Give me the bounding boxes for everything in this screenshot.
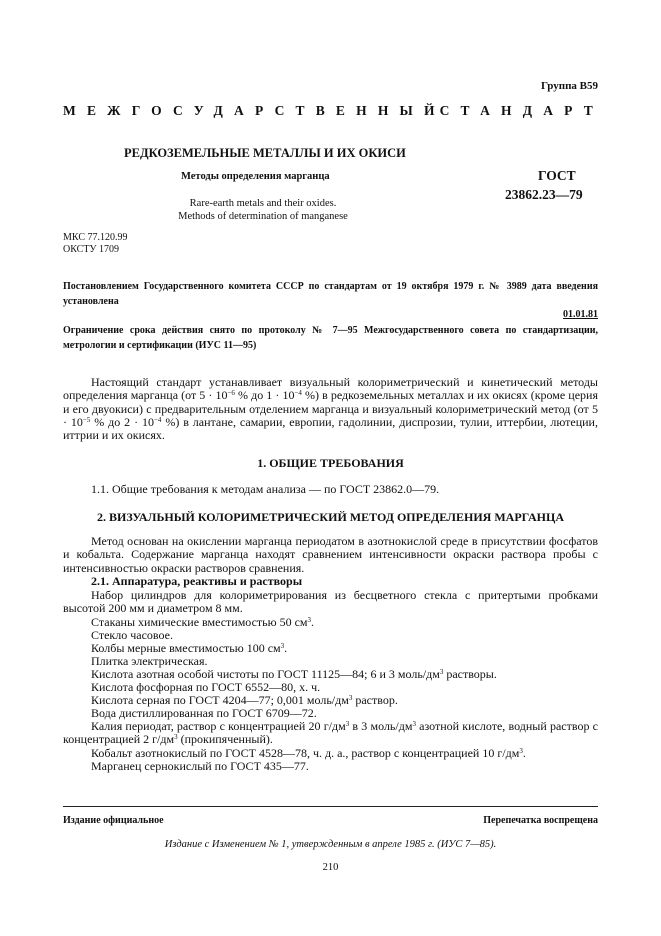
reagent-beakers-end: . <box>311 615 315 629</box>
sup-3: 3 <box>348 694 353 702</box>
intro-exp3: −5 <box>82 415 91 424</box>
sup-3: 3 <box>307 616 312 624</box>
intro-exp1: −6 <box>227 389 235 398</box>
english-title <box>171 197 355 223</box>
group-code: Группа В59 <box>540 80 598 92</box>
intro-part3: %) в редкоземельных металлах и их окисях (кроме церия и его двуокиси) с предварительным отделением марганца и визуальный колориметрический метод (от 5 · 10 <box>63 388 598 429</box>
reagent-cobalt-text: Кобальт азотнокислый по ГОСТ 4528—78, ч. д. а., раствор с концентрацией 10 г/дм <box>91 746 520 760</box>
banner-interstate: МЕЖГОСУДАРСТВЕННЫЙ <box>63 103 446 118</box>
sup-3: 3 <box>412 720 416 728</box>
reagent-flasks-end: . <box>284 641 288 655</box>
section2-heading: 2. ВИЗУАЛЬНЫЙ КОЛОРИМЕТРИЧЕСКИЙ МЕТОД ОПРЕДЕЛЕНИЯ МАРГАНЦА <box>96 510 564 524</box>
reagent-nitric-acid-end: растворы. <box>443 667 497 681</box>
reagent-periodate-end: (прокипяченный). <box>177 732 273 747</box>
classification-codes <box>63 232 127 255</box>
section1-heading: 1. ОБЩИЕ ТРЕБОВАНИЯ <box>257 456 404 470</box>
reagent-periodate <box>63 720 598 747</box>
reagent-sulfuric-acid-text: Кислота серная по ГОСТ 4204—77; 0,001 моль/дм <box>91 693 349 707</box>
sup-3: 3 <box>519 747 523 755</box>
banner-standard: СТАНДАРТ <box>439 103 604 118</box>
reagent-beakers-text: Стаканы химические вместимостью 50 см <box>91 615 308 629</box>
intro-part2: % до 1 · 10 <box>234 388 295 403</box>
reagent-watch-glass: Стекло часовое. <box>91 628 173 642</box>
page-number: 210 <box>322 862 339 873</box>
reagent-phosphoric-acid: Кислота фосфорная по ГОСТ 6552—80, х. ч. <box>91 680 321 694</box>
sup-3: 3 <box>280 642 285 650</box>
okstu-code: ОКСТУ 1709 <box>63 243 120 255</box>
reagent-periodate-text: Калия периодат, раствор с концентрацией 20 г/дм <box>91 719 346 733</box>
reagent-water: Вода дистиллированная по ГОСТ 6709—72. <box>91 706 317 720</box>
reagent-manganese: Марганец сернокислый по ГОСТ 435—77. <box>91 759 309 773</box>
intro-part1: Настоящий стандарт устанавливает визуальный колориметрический и кинетический методы определения марганца (от 5 · 10 <box>63 375 598 403</box>
reagent-periodate-mid: в 3 моль/дм <box>349 719 413 733</box>
edition-note: Издание с Изменением № 1, утвержденным в апреле 1985 г. (ИУС 7—85). <box>164 839 497 850</box>
reagent-nitric-acid-text: Кислота азотная особой чистоты по ГОСТ 11125—84; 6 и 3 моль/дм <box>91 667 440 681</box>
intro-paragraph <box>63 376 598 442</box>
cylinders-paragraph: Набор цилиндров для колориметрирования из бесцветного стекла с притертыми пробками высотой 200 мм и диаметром 8 мм. <box>63 588 598 616</box>
document-subtitle: Методы определения марганца <box>181 171 330 182</box>
intro-exp2: −4 <box>294 389 302 398</box>
decree-text: Постановлением Государственного комитета СССР по стандартам от 19 октября 1979 г. № 3989 дата введения установлена <box>63 281 598 307</box>
gost-number: 23862.23—79 <box>505 187 583 202</box>
gost-label: ГОСТ <box>538 168 576 183</box>
footer-divider <box>63 806 598 807</box>
sup-3: 3 <box>345 720 350 728</box>
sup-3: 3 <box>174 733 178 742</box>
effective-date: 01.01.81 <box>563 309 598 320</box>
restriction-note: Ограничение срока действия снято по протоколу № 7—95 Межгосударственного совета по стандартизации, метрологии и сертификации (ИУС 11—95) <box>63 325 598 351</box>
intro-part5: %) в лантане, самарии, европии, гадолинии, диспрозии, тулии, иттербии, лютеции, иттрии и их окисях. <box>63 414 598 443</box>
section1-item: 1.1. Общие требования к методам анализа — по ГОСТ 23862.0—79. <box>91 482 440 496</box>
document-title: РЕДКОЗЕМЕЛЬНЫЕ МЕТАЛЛЫ И ИХ ОКИСИ <box>124 146 406 160</box>
sup-3: 3 <box>439 668 444 676</box>
english-title-line1: Rare-earth metals and their oxides. <box>189 198 337 209</box>
reagent-cobalt-end: . <box>522 746 526 760</box>
reagent-sulfuric-acid-end: раствор. <box>352 693 398 707</box>
reprint-prohibited: Перепечатка воспрещена <box>483 815 598 826</box>
reagent-periodate-mid2: азотной кислоте, водный раствор с концентрацией 2 г/дм <box>63 719 598 747</box>
reagent-flasks-text: Колбы мерные вместимостью 100 см <box>91 641 281 655</box>
method-paragraph: Метод основан на окислении марганца периодатом в азотнокислой среде в присутствии фосфатов и кобальта. Содержание марганца находят сравнением интенсивности окраски раствора пробы с интенсивностью окраски растворов сравнения. <box>63 534 598 575</box>
english-title-line2: Methods of determination of manganese <box>178 211 348 222</box>
intro-exp4: −4 <box>153 415 162 424</box>
mks-code: МКС 77.120.99 <box>63 232 128 243</box>
intro-part4: % до 2 · 10 <box>90 414 154 429</box>
reagent-hotplate: Плитка электрическая. <box>91 654 208 668</box>
official-edition: Издание официальное <box>63 815 164 826</box>
apparatus-heading: 2.1. Аппаратура, реактивы и растворы <box>91 574 303 588</box>
